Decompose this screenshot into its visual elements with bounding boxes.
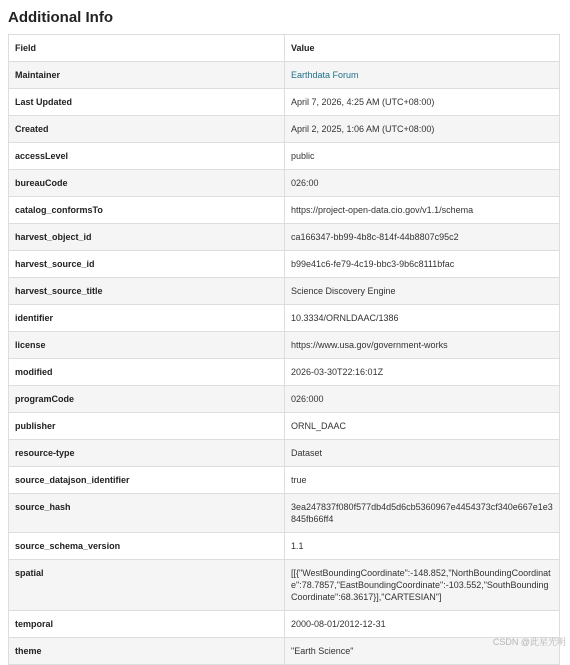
field-cell: source_hash (9, 494, 285, 533)
table-row (9, 386, 560, 413)
table-row (9, 332, 560, 359)
table-row (9, 533, 560, 560)
field-cell: temporal (9, 611, 285, 638)
table-row (9, 170, 560, 197)
field-cell: bureauCode (9, 170, 285, 197)
value-cell: Dataset (285, 440, 560, 467)
table-header-row (9, 35, 560, 62)
field-cell: license (9, 332, 285, 359)
value-cell: 3ea247837f080f577db4d5d6cb5360967e4454373cf340e667e1e3845fb66ff4 (285, 494, 560, 533)
value-cell: b99e41c6-fe79-4c19-bbc3-9b6c8111bfac (285, 251, 560, 278)
table-row (9, 143, 560, 170)
value-cell: https://www.usa.gov/government-works (285, 332, 560, 359)
value-cell: 026:000 (285, 386, 560, 413)
table-row (9, 638, 560, 665)
value-cell: 1.1 (285, 533, 560, 560)
table-row (9, 494, 560, 533)
table-row (9, 62, 560, 89)
field-column-header: Field (9, 35, 285, 62)
table-row (9, 560, 560, 611)
table-row (9, 89, 560, 116)
table-row (9, 116, 560, 143)
field-cell: source_datajson_identifier (9, 467, 285, 494)
field-cell: harvest_object_id (9, 224, 285, 251)
field-cell: theme (9, 638, 285, 665)
value-cell: [[{"WestBoundingCoordinate":-148.852,"NorthBoundingCoordinate":78.7857,"EastBoundingCoordinate":-103.552,"SouthBoundingCoordinate":68.3617}],"CARTESIAN"] (285, 560, 560, 611)
value-cell: April 2, 2025, 1:06 AM (UTC+08:00) (285, 116, 560, 143)
field-cell: identifier (9, 305, 285, 332)
field-cell: Last Updated (9, 89, 285, 116)
value-cell: 2000-08-01/2012-12-31 (285, 611, 560, 638)
table-row (9, 359, 560, 386)
field-cell: Maintainer (9, 62, 285, 89)
table-row (9, 251, 560, 278)
table-row (9, 611, 560, 638)
table-row (9, 440, 560, 467)
table-row (9, 467, 560, 494)
additional-info-section (8, 8, 559, 665)
value-cell: public (285, 143, 560, 170)
value-cell: "Earth Science" (285, 638, 560, 665)
field-cell: resource-type (9, 440, 285, 467)
value-cell: 10.3334/ORNLDAAC/1386 (285, 305, 560, 332)
field-cell: source_schema_version (9, 533, 285, 560)
additional-info-table (8, 34, 560, 665)
value-cell: 2026-03-30T22:16:01Z (285, 359, 560, 386)
table-row (9, 224, 560, 251)
table-row (9, 413, 560, 440)
field-cell: modified (9, 359, 285, 386)
value-cell: https://project-open-data.cio.gov/v1.1/schema (285, 197, 560, 224)
value-cell (285, 62, 560, 89)
field-cell: catalog_conformsTo (9, 197, 285, 224)
field-cell: harvest_source_title (9, 278, 285, 305)
value-cell: April 7, 2026, 4:25 AM (UTC+08:00) (285, 89, 560, 116)
value-cell: ORNL_DAAC (285, 413, 560, 440)
table-row (9, 197, 560, 224)
field-cell: harvest_source_id (9, 251, 285, 278)
section-title: Additional Info (8, 9, 113, 26)
value-cell: 026:00 (285, 170, 560, 197)
value-cell: true (285, 467, 560, 494)
field-cell: publisher (9, 413, 285, 440)
value-column-header: Value (285, 35, 560, 62)
field-cell: spatial (9, 560, 285, 611)
value-cell: ca166347-bb99-4b8c-814f-44b8807c95c2 (285, 224, 560, 251)
value-cell: Science Discovery Engine (285, 278, 560, 305)
watermark: CSDN @此星光明 (492, 637, 566, 647)
field-cell: Created (9, 116, 285, 143)
maintainer-link[interactable]: Earthdata Forum (291, 70, 359, 80)
field-cell: accessLevel (9, 143, 285, 170)
table-row (9, 305, 560, 332)
field-cell: programCode (9, 386, 285, 413)
table-row (9, 278, 560, 305)
